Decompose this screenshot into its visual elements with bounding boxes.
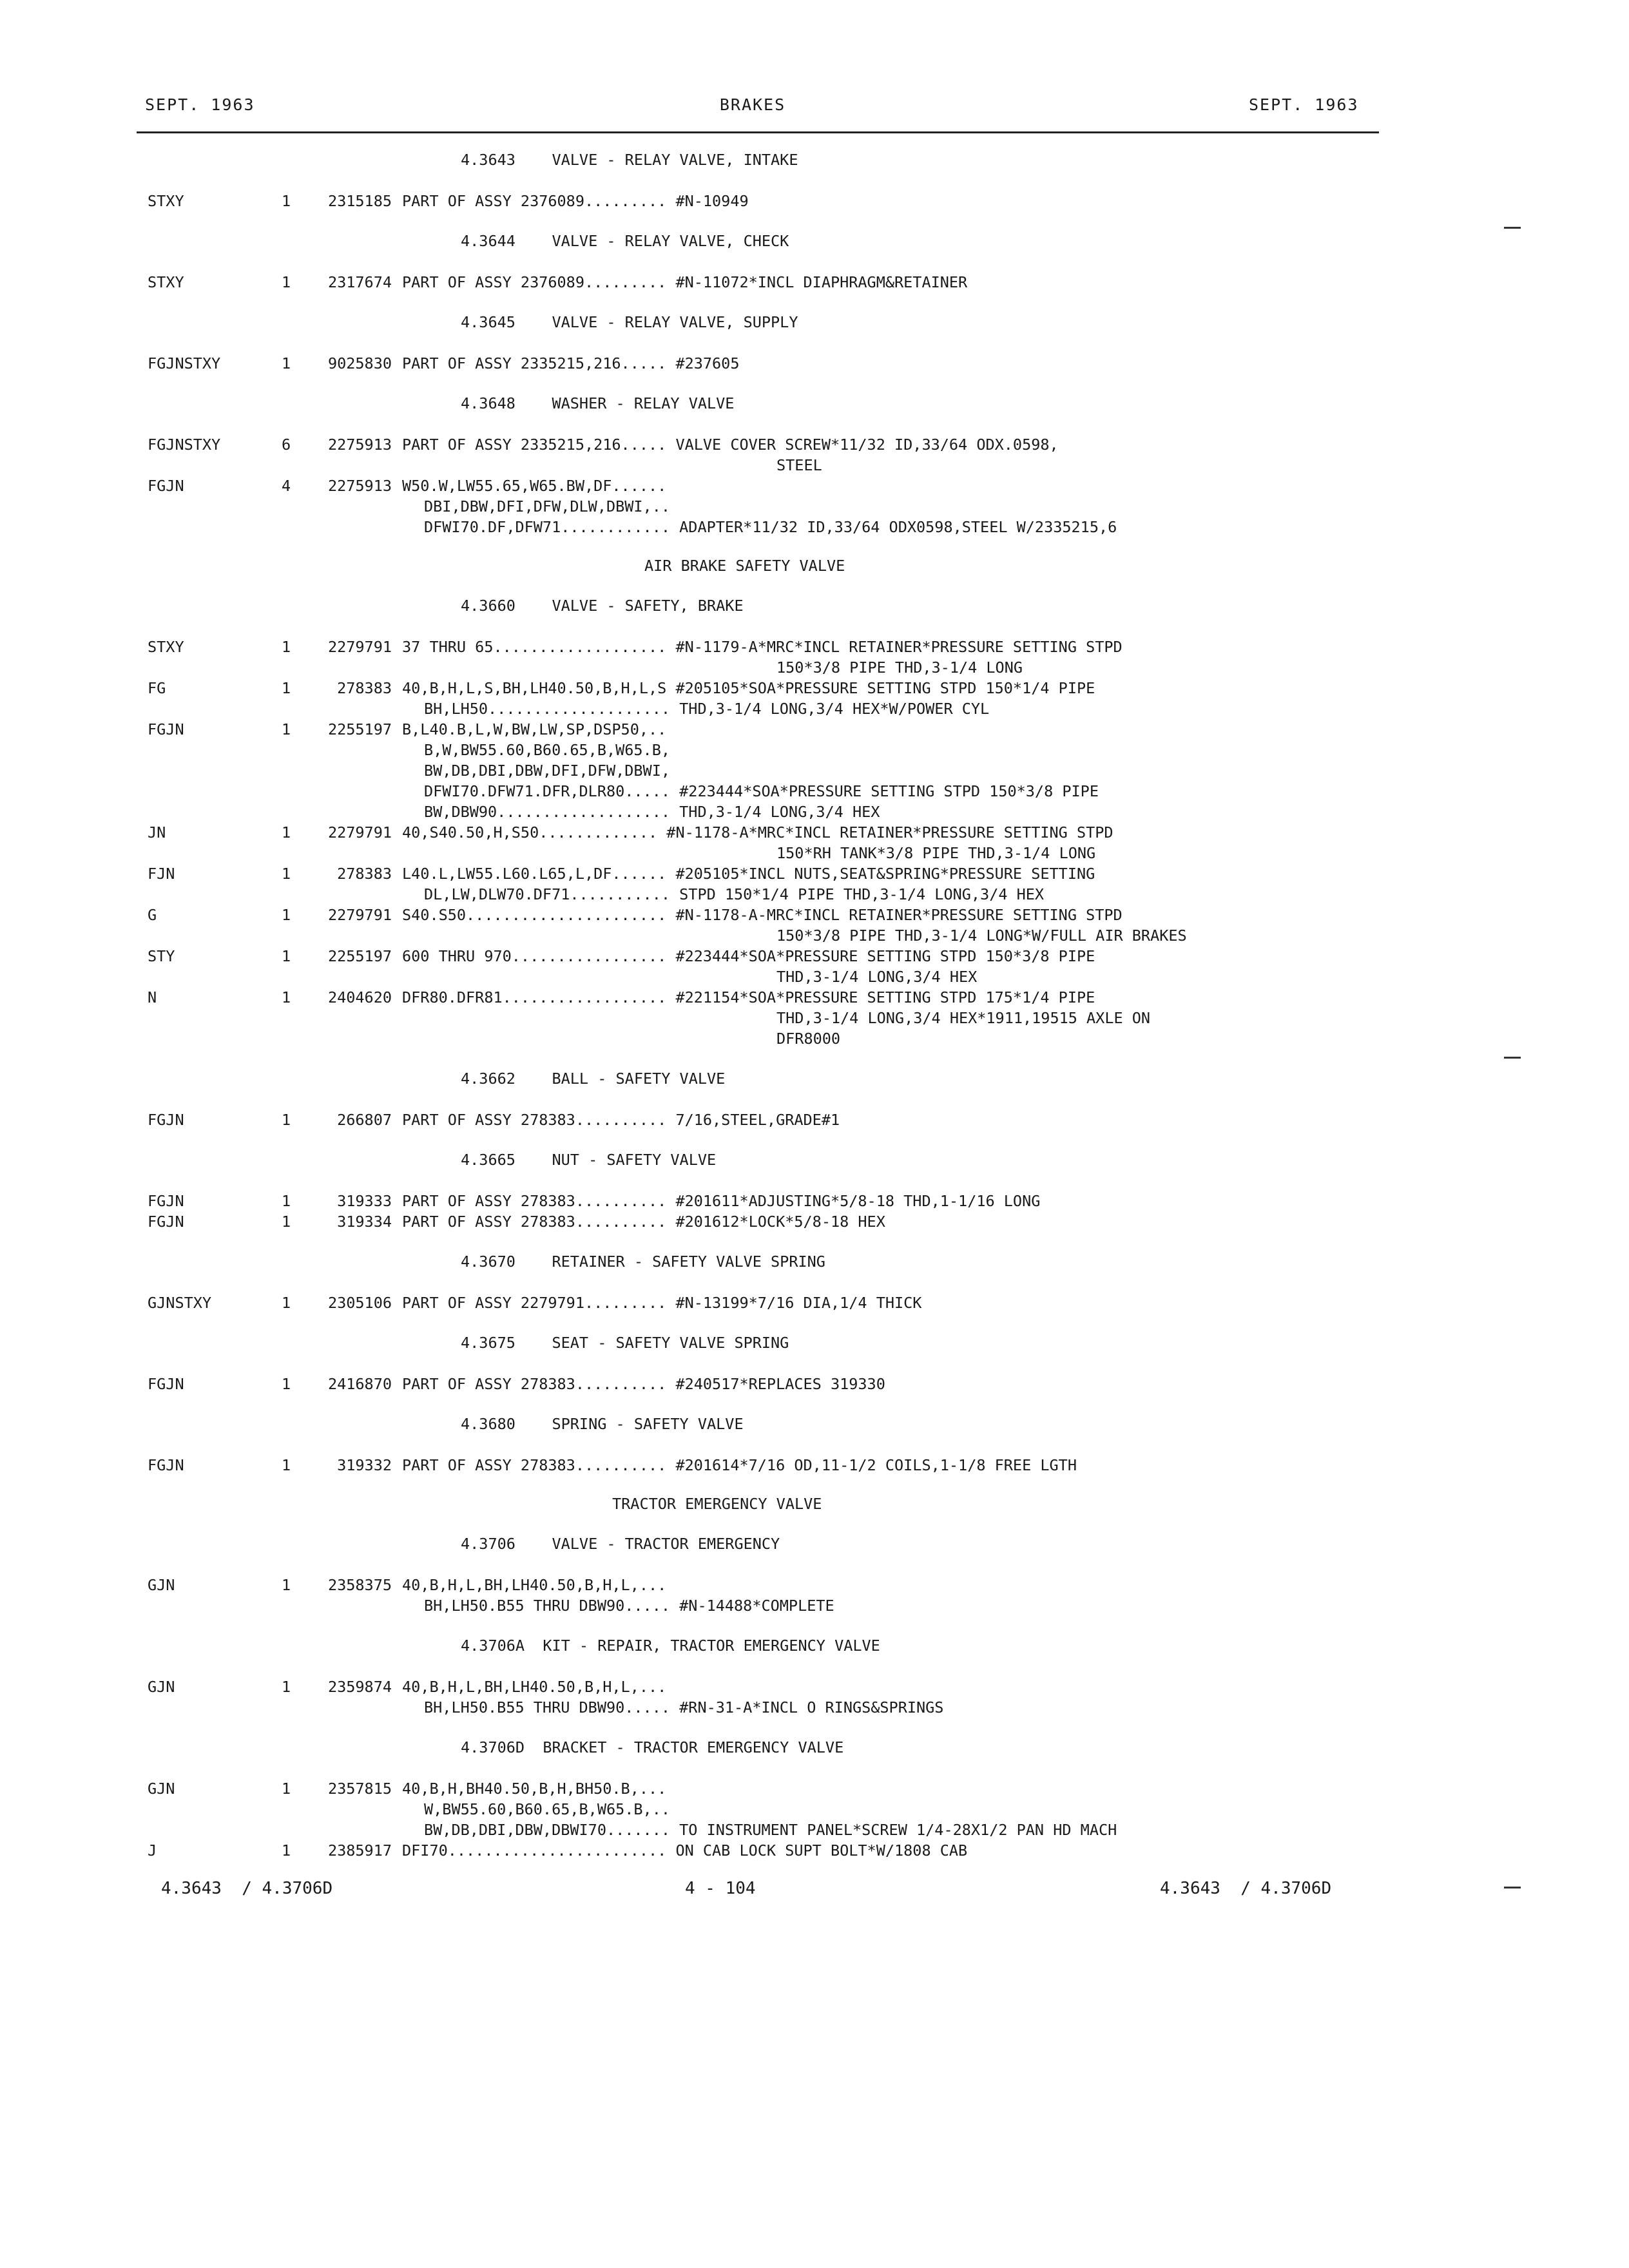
part-number: 2359874 bbox=[327, 1678, 392, 1696]
continuation-line: B,W,BW55.60,B60.65,B,W65.B, bbox=[424, 741, 671, 759]
quantity: 1 bbox=[282, 1678, 291, 1696]
model-code: FGJN bbox=[148, 1111, 184, 1129]
quantity: 4 bbox=[282, 477, 291, 495]
part-description: PART OF ASSY 278383.......... #201611*ADJUSTING*5/8-18 THD,1-1/16 LONG bbox=[402, 1192, 1041, 1210]
section-heading: 4.3706D BRACKET - TRACTOR EMERGENCY VALVE bbox=[461, 1738, 844, 1756]
section-heading: 4.3660 VALVE - SAFETY, BRAKE bbox=[461, 597, 744, 615]
part-number: 9025830 bbox=[327, 354, 392, 372]
quantity: 1 bbox=[282, 720, 291, 738]
model-code: N bbox=[148, 988, 157, 1006]
header-date-left: SEPT. 1963 bbox=[145, 95, 255, 114]
model-code: FGJN bbox=[148, 1375, 184, 1393]
model-code: STXY bbox=[148, 192, 184, 210]
part-description: PART OF ASSY 2376089......... #N-10949 bbox=[402, 192, 749, 210]
part-description: 40,B,H,BH40.50,B,H,BH50.B,... bbox=[402, 1780, 667, 1798]
part-number: 319332 bbox=[337, 1456, 392, 1474]
section-heading: 4.3680 SPRING - SAFETY VALVE bbox=[461, 1415, 744, 1433]
part-number: 2275913 bbox=[327, 436, 392, 454]
part-number: 2279791 bbox=[327, 823, 392, 841]
part-number: 2255197 bbox=[327, 947, 392, 965]
part-description: 40,S40.50,H,S50............. #N-1178-A*MRC*INCL RETAINER*PRESSURE SETTING STPD bbox=[402, 823, 1113, 841]
model-code: G bbox=[148, 906, 157, 924]
model-code: FGJN bbox=[148, 720, 184, 738]
section-heading: 4.3670 RETAINER - SAFETY VALVE SPRING bbox=[461, 1253, 825, 1271]
header-rule bbox=[137, 131, 1379, 133]
margin-mark bbox=[1504, 1887, 1521, 1888]
part-description: 40,B,H,L,S,BH,LH40.50,B,H,L,S #205105*SOA*PRESSURE SETTING STPD 150*1/4 PIPE bbox=[402, 679, 1095, 697]
part-number: 2315185 bbox=[327, 192, 392, 210]
quantity: 1 bbox=[282, 1456, 291, 1474]
section-heading: 4.3706A KIT - REPAIR, TRACTOR EMERGENCY VALVE bbox=[461, 1637, 880, 1655]
continuation-line: DL,LW,DLW70.DF71........... STPD 150*1/4 PIPE THD,3-1/4 LONG,3/4 HEX bbox=[424, 885, 1045, 903]
quantity: 1 bbox=[282, 192, 291, 210]
part-number: 278383 bbox=[337, 865, 392, 883]
model-code: STXY bbox=[148, 273, 184, 291]
model-code: GJN bbox=[148, 1678, 175, 1696]
part-number: 2317674 bbox=[327, 273, 392, 291]
margin-mark bbox=[1504, 227, 1521, 229]
part-description: S40.S50...................... #N-1178-A-MRC*INCL RETAINER*PRESSURE SETTING STPD bbox=[402, 906, 1123, 924]
continuation-line: BW,DBW90................... THD,3-1/4 LONG,3/4 HEX bbox=[424, 803, 880, 821]
continuation-line: BH,LH50.B55 THRU DBW90..... #RN-31-A*INCL O RINGS&SPRINGS bbox=[424, 1698, 944, 1716]
quantity: 1 bbox=[282, 354, 291, 372]
part-description: DFI70........................ ON CAB LOCK SUPT BOLT*W/1808 CAB bbox=[402, 1841, 968, 1860]
margin-mark bbox=[1504, 1057, 1521, 1059]
part-description: B,L40.B,L,W,BW,LW,SP,DSP50,.. bbox=[402, 720, 667, 738]
part-description: PART OF ASSY 278383.......... #240517*REPLACES 319330 bbox=[402, 1375, 885, 1393]
model-code: JN bbox=[148, 823, 166, 841]
part-description: 37 THRU 65................... #N-1179-A*MRC*INCL RETAINER*PRESSURE SETTING STPD bbox=[402, 638, 1123, 656]
part-description: 600 THRU 970................. #223444*SOA*PRESSURE SETTING STPD 150*3/8 PIPE bbox=[402, 947, 1095, 965]
part-description: PART OF ASSY 2376089......... #N-11072*INCL DIAPHRAGM&RETAINER bbox=[402, 273, 968, 291]
part-number: 2358375 bbox=[327, 1576, 392, 1594]
part-description: 40,B,H,L,BH,LH40.50,B,H,L,... bbox=[402, 1576, 667, 1594]
quantity: 1 bbox=[282, 1213, 291, 1231]
part-description: 40,B,H,L,BH,LH40.50,B,H,L,... bbox=[402, 1678, 667, 1696]
continuation-line: BW,DB,DBI,DBW,DBWI70....... TO INSTRUMENT PANEL*SCREW 1/4-28X1/2 PAN HD MACH bbox=[424, 1821, 1117, 1839]
continuation-line: BW,DB,DBI,DBW,DFI,DFW,DBWI, bbox=[424, 762, 671, 780]
part-description: L40.L,LW55.L60.L65,L,DF...... #205105*INCL NUTS,SEAT&SPRING*PRESSURE SETTING bbox=[402, 865, 1095, 883]
quantity: 1 bbox=[282, 1294, 291, 1312]
continuation-line: 150*3/8 PIPE THD,3-1/4 LONG bbox=[776, 658, 1023, 677]
section-heading: 4.3675 SEAT - SAFETY VALVE SPRING bbox=[461, 1334, 789, 1352]
quantity: 1 bbox=[282, 906, 291, 924]
footer-range-right: 4.3643 / 4.3706D bbox=[1160, 1879, 1332, 1898]
part-number: 2357815 bbox=[327, 1780, 392, 1798]
quantity: 1 bbox=[282, 679, 291, 697]
model-code: FG bbox=[148, 679, 166, 697]
part-number: 319334 bbox=[337, 1213, 392, 1231]
part-number: 278383 bbox=[337, 679, 392, 697]
part-number: 2385917 bbox=[327, 1841, 392, 1860]
part-description: PART OF ASSY 2279791......... #N-13199*7/16 DIA,1/4 THICK bbox=[402, 1294, 922, 1312]
part-description: PART OF ASSY 278383.......... #201614*7/16 OD,11-1/2 COILS,1-1/8 FREE LGTH bbox=[402, 1456, 1077, 1474]
model-code: FGJNSTXY bbox=[148, 354, 221, 372]
part-description: PART OF ASSY 2335215,216..... VALVE COVER SCREW*11/32 ID,33/64 ODX.0598, bbox=[402, 436, 1059, 454]
continuation-line: 150*3/8 PIPE THD,3-1/4 LONG*W/FULL AIR BRAKES bbox=[776, 927, 1187, 945]
section-heading: 4.3644 VALVE - RELAY VALVE, CHECK bbox=[461, 232, 789, 250]
part-description: PART OF ASSY 278383.......... 7/16,STEEL,GRADE#1 bbox=[402, 1111, 840, 1129]
model-code: FGJN bbox=[148, 1213, 184, 1231]
part-number: 2404620 bbox=[327, 988, 392, 1006]
section-heading: 4.3662 BALL - SAFETY VALVE bbox=[461, 1070, 726, 1088]
model-code: GJNSTXY bbox=[148, 1294, 212, 1312]
quantity: 1 bbox=[282, 273, 291, 291]
part-number: 2305106 bbox=[327, 1294, 392, 1312]
section-heading: 4.3648 WASHER - RELAY VALVE bbox=[461, 394, 735, 412]
quantity: 1 bbox=[282, 988, 291, 1006]
continuation-line: DFR8000 bbox=[776, 1030, 841, 1048]
part-description: DFR80.DFR81.................. #221154*SOA*PRESSURE SETTING STPD 175*1/4 PIPE bbox=[402, 988, 1095, 1006]
quantity: 1 bbox=[282, 823, 291, 841]
section-heading: 4.3645 VALVE - RELAY VALVE, SUPPLY bbox=[461, 313, 798, 331]
continuation-line: DFWI70.DFW71.DFR,DLR80..... #223444*SOA*PRESSURE SETTING STPD 150*3/8 PIPE bbox=[424, 782, 1099, 800]
continuation-line: 150*RH TANK*3/8 PIPE THD,3-1/4 LONG bbox=[776, 844, 1096, 862]
part-description: PART OF ASSY 2335215,216..... #237605 bbox=[402, 354, 740, 372]
section-heading: AIR BRAKE SAFETY VALVE bbox=[644, 557, 845, 575]
part-number: 266807 bbox=[337, 1111, 392, 1129]
continuation-line: W,BW55.60,B60.65,B,W65.B,.. bbox=[424, 1800, 671, 1818]
quantity: 1 bbox=[282, 1841, 291, 1860]
part-number: 2275913 bbox=[327, 477, 392, 495]
part-description: W50.W,LW55.65,W65.BW,DF...... bbox=[402, 477, 667, 495]
section-heading: TRACTOR EMERGENCY VALVE bbox=[612, 1495, 822, 1513]
part-number: 2255197 bbox=[327, 720, 392, 738]
model-code: GJN bbox=[148, 1576, 175, 1594]
continuation-line: BH,LH50.................... THD,3-1/4 LONG,3/4 HEX*W/POWER CYL bbox=[424, 700, 990, 718]
quantity: 1 bbox=[282, 1780, 291, 1798]
quantity: 1 bbox=[282, 1375, 291, 1393]
footer-page-number: 4 - 104 bbox=[685, 1879, 756, 1898]
quantity: 6 bbox=[282, 436, 291, 454]
continuation-line: STEEL bbox=[776, 456, 822, 474]
model-code: J bbox=[148, 1841, 157, 1860]
model-code: STY bbox=[148, 947, 175, 965]
quantity: 1 bbox=[282, 1111, 291, 1129]
quantity: 1 bbox=[282, 638, 291, 656]
quantity: 1 bbox=[282, 1192, 291, 1210]
continuation-line: THD,3-1/4 LONG,3/4 HEX bbox=[776, 968, 978, 986]
continuation-line: THD,3-1/4 LONG,3/4 HEX*1911,19515 AXLE ON bbox=[776, 1009, 1151, 1027]
footer-range-left: 4.3643 / 4.3706D bbox=[161, 1879, 333, 1898]
model-code: FGJN bbox=[148, 477, 184, 495]
quantity: 1 bbox=[282, 1576, 291, 1594]
continuation-line: DFWI70.DF,DFW71............ ADAPTER*11/32 ID,33/64 ODX0598,STEEL W/2335215,6 bbox=[424, 518, 1117, 536]
model-code: FGJN bbox=[148, 1192, 184, 1210]
header-date-right: SEPT. 1963 bbox=[1249, 95, 1359, 114]
model-code: GJN bbox=[148, 1780, 175, 1798]
continuation-line: DBI,DBW,DFI,DFW,DLW,DBWI,.. bbox=[424, 497, 671, 515]
part-number: 2279791 bbox=[327, 638, 392, 656]
part-number: 2416870 bbox=[327, 1375, 392, 1393]
quantity: 1 bbox=[282, 947, 291, 965]
section-heading: 4.3706 VALVE - TRACTOR EMERGENCY bbox=[461, 1535, 780, 1553]
part-number: 319333 bbox=[337, 1192, 392, 1210]
part-number: 2279791 bbox=[327, 906, 392, 924]
section-heading: 4.3665 NUT - SAFETY VALVE bbox=[461, 1151, 717, 1169]
model-code: FGJNSTXY bbox=[148, 436, 221, 454]
section-heading: 4.3643 VALVE - RELAY VALVE, INTAKE bbox=[461, 151, 798, 169]
header-section-title: BRAKES bbox=[719, 95, 786, 114]
continuation-line: BH,LH50.B55 THRU DBW90..... #N-14488*COMPLETE bbox=[424, 1597, 834, 1615]
model-code: FJN bbox=[148, 865, 175, 883]
model-code: STXY bbox=[148, 638, 184, 656]
model-code: FGJN bbox=[148, 1456, 184, 1474]
part-description: PART OF ASSY 278383.......... #201612*LOCK*5/8-18 HEX bbox=[402, 1213, 885, 1231]
quantity: 1 bbox=[282, 865, 291, 883]
